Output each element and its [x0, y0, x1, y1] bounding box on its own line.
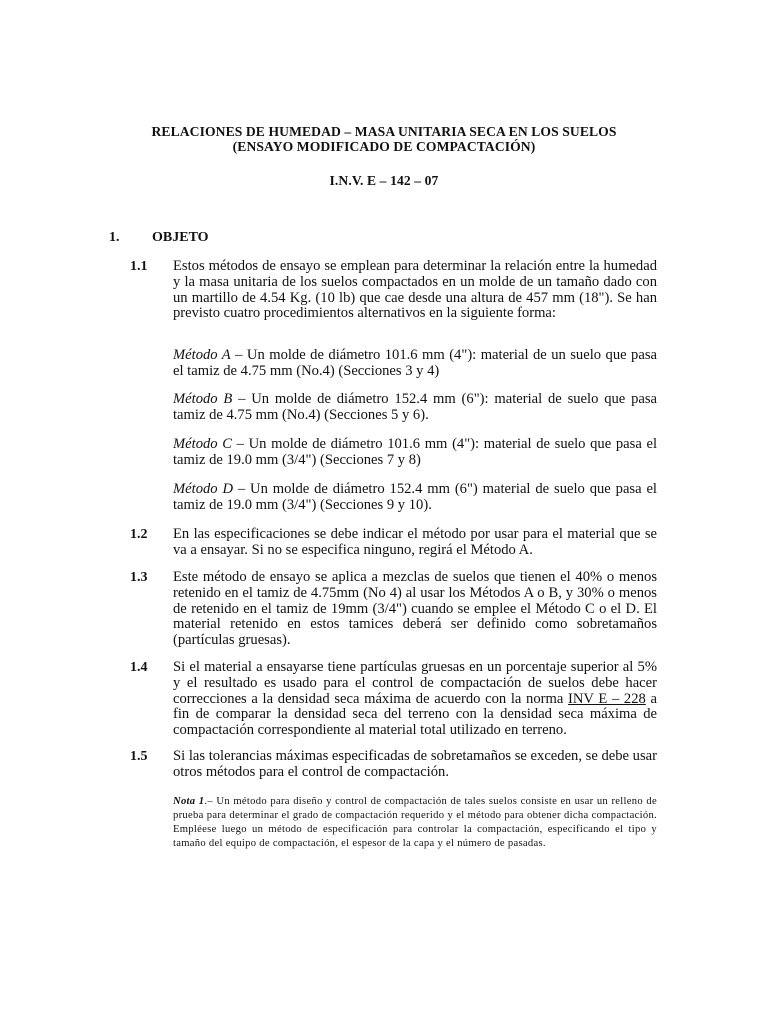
paragraph-number-1-5: 1.5 — [130, 749, 148, 764]
method-b-name: Método B — [173, 391, 233, 407]
norm-reference-link[interactable]: INV E – 228 — [568, 690, 646, 707]
method-c — [173, 437, 657, 469]
paragraph-1-3: Este método de ensayo se aplica a mezclas de suelos que tienen el 40% o menos retenido en el tamiz de 4.75mm (No 4) al usar los Métodos A o B, y 30% o menos de retenido en el tamiz de 19mm (3/4") cuando se emplee el Método C o el D. El material retenido en estos tamices deberá ser definido como sobretamaños (partículas gruesas). — [173, 569, 657, 649]
note-1 — [173, 795, 657, 851]
paragraph-number-1-3: 1.3 — [130, 570, 148, 585]
paragraph-1-4-text-a: Si el material a ensayarse tiene partículas gruesas en un porcentaje superior al 5% y el resultado es usado para el control de compactación de suelos debe hacer correcciones a la densidad seca máxima de acuerdo con la norma — [173, 659, 657, 707]
note-label: Nota 1 — [173, 796, 205, 807]
section-number: 1. — [109, 230, 120, 245]
paragraph-number-1-1: 1.1 — [130, 259, 148, 274]
method-a-name: Método A — [173, 347, 231, 363]
paragraph-number-1-4: 1.4 — [130, 660, 148, 675]
standard-code: I.N.V. E – 142 – 07 — [329, 173, 439, 188]
method-d-name: Método D — [173, 481, 233, 497]
paragraph-1-1: Estos métodos de ensayo se emplean para determinar la relación entre la humedad y la masa unitaria de los suelos compactados en un molde de un tamaño dado con un martillo de 4.54 Kg. (10 lb) que cae desde una altura de 457 mm (18"). Se han previsto cuatro procedimientos alternativos en la siguiente forma: — [173, 258, 657, 322]
method-c-name: Método C — [173, 436, 232, 452]
method-a — [173, 348, 657, 380]
method-b-text: – Un molde de diámetro 152.4 mm (6"): material de suelo que pasa tamiz de 4.75 mm (No.4) (Secciones 5 y 6). — [173, 391, 657, 423]
method-a-text: – Un molde de diámetro 101.6 mm (4"): material de un suelo que pasa el tamiz de 4.75 mm (No.4) (Secciones 3 y 4) — [173, 347, 657, 379]
paragraph-number-1-2: 1.2 — [130, 527, 148, 542]
document-title-line1: RELACIONES DE HUMEDAD – MASA UNITARIA SECA EN LOS SUELOS — [151, 124, 617, 139]
paragraph-1-5: Si las tolerancias máximas especificadas de sobretamaños se exceden, se debe usar otros métodos para el control de compactación. — [173, 748, 657, 780]
method-b — [173, 392, 657, 424]
note-text: .– Un método para diseño y control de compactación de tales suelos consiste en usar un relleno de prueba para determinar el grado de compactación requerido y el método para obtener dicha compactación. Empléese luego un método de especificación para controlar la compactación, especificando el tipo y tamaño del equipo de compactación, el espesor de la capa y el número de pasadas. — [173, 796, 657, 849]
paragraph-1-4 — [173, 660, 657, 739]
method-c-text: – Un molde de diámetro 101.6 mm (4"): material de suelo que pasa el tamiz de 19.0 mm (3/4") (Secciones 7 y 8) — [173, 436, 657, 468]
paragraph-1-2: En las especificaciones se debe indicar el método por usar para el material que se va a ensayar. Si no se especifica ninguno, regirá el Método A. — [173, 526, 657, 558]
method-d-text: – Un molde de diámetro 152.4 mm (6") material de suelo que pasa el tamiz de 19.0 mm (3/4") (Secciones 9 y 10). — [173, 481, 657, 513]
method-d — [173, 482, 657, 514]
section-title: OBJETO — [152, 230, 209, 245]
document-title-line2: (ENSAYO MODIFICADO DE COMPACTACIÓN) — [232, 139, 536, 154]
paragraph-1-4-text-b: a fin de comparar la densidad seca del terreno con la densidad seca máxima de compactación correspondiente al material total utilizado en terreno. — [173, 690, 657, 739]
